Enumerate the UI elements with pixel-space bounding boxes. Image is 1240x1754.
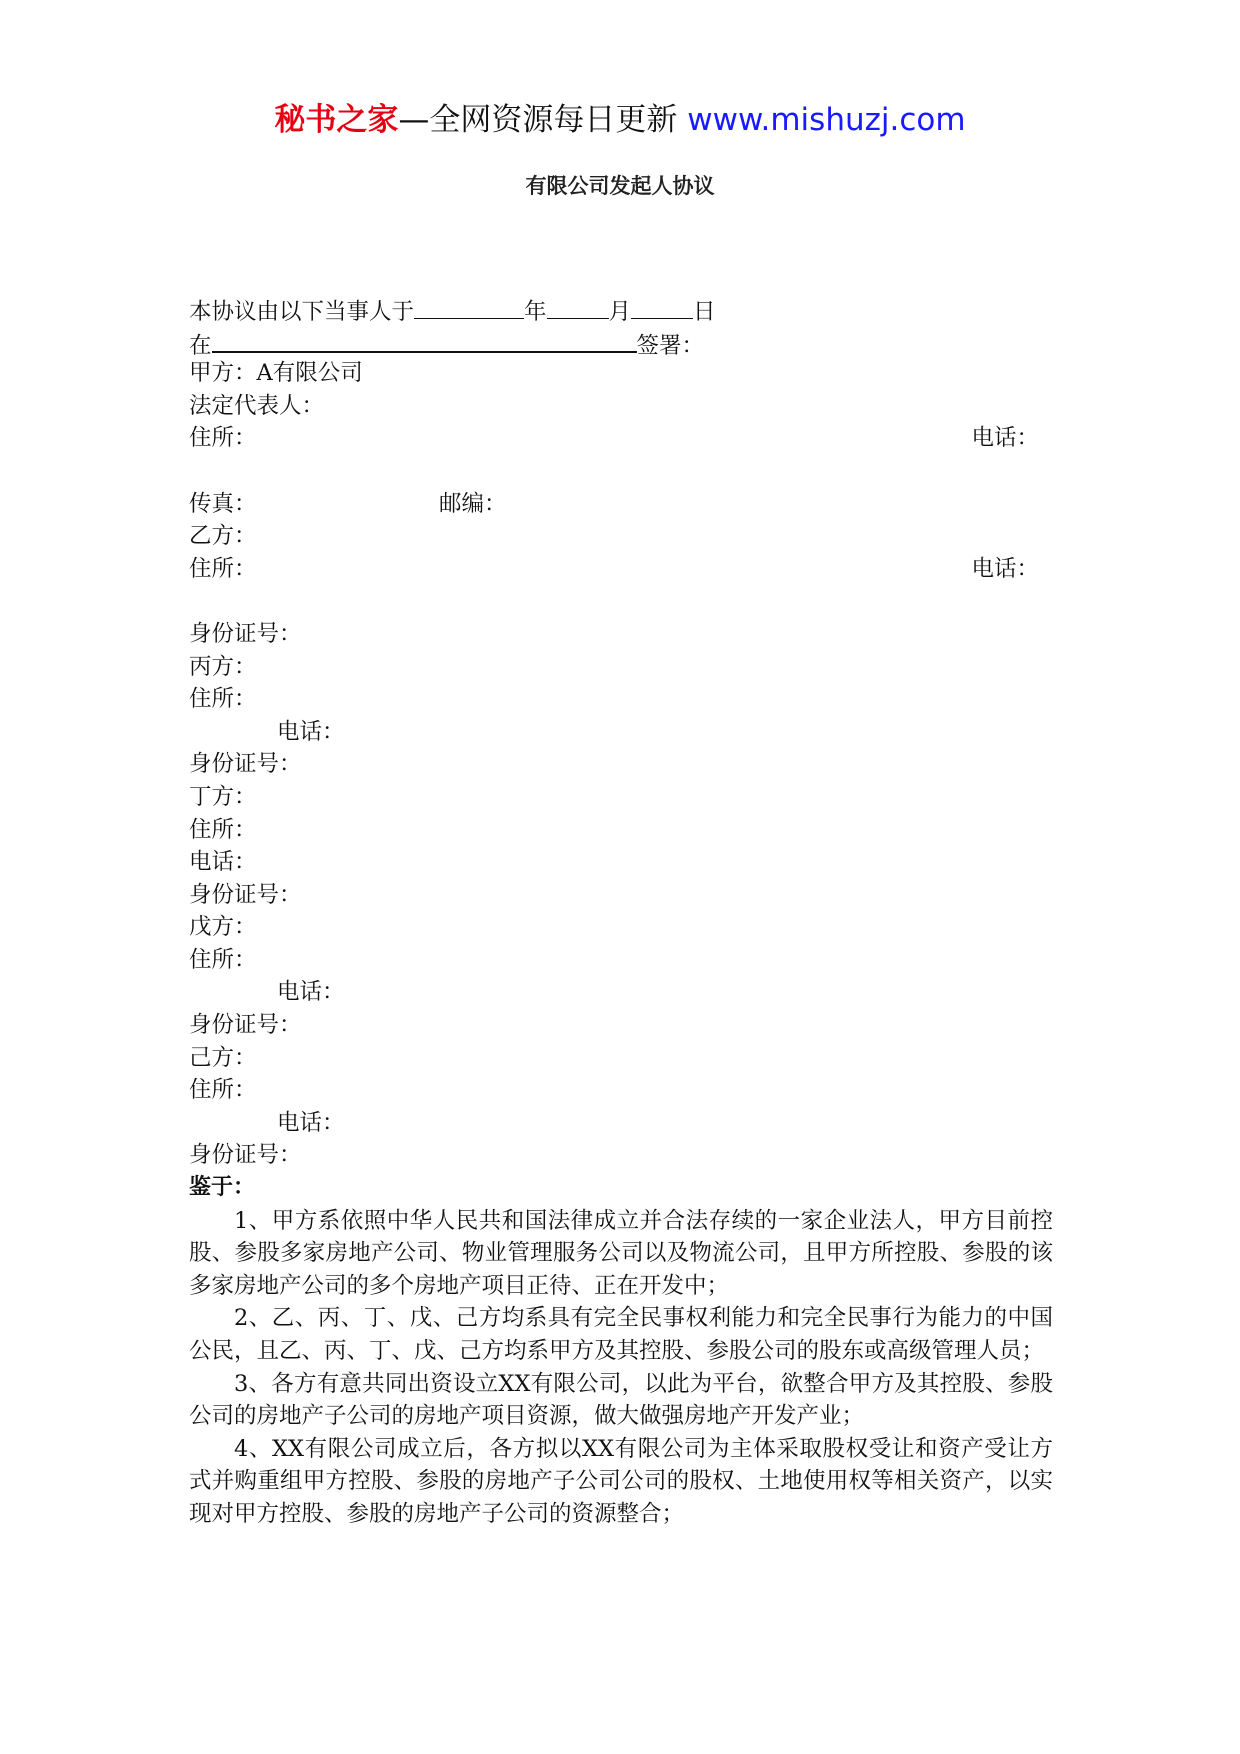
party-a-address: 住所：	[189, 425, 257, 452]
intro-text: 本协议由以下当事人于	[189, 299, 415, 325]
party-f-id: 身份证号：	[189, 1142, 302, 1169]
party-e-id: 身份证号：	[189, 1012, 302, 1039]
day-label: 日	[693, 299, 716, 325]
party-c-phone: 电话：	[277, 718, 345, 745]
spacer	[189, 455, 1053, 488]
party-a-address-row	[189, 422, 1053, 455]
banner-url-link[interactable]: www.mishuzj.com	[687, 102, 966, 138]
party-f-address: 住所：	[189, 1077, 257, 1104]
document-title: 有限公司发起人协议	[525, 174, 715, 198]
party-a-fax-row	[189, 488, 1053, 521]
month-label: 月	[608, 299, 632, 325]
party-c-name: 丙方：	[189, 653, 257, 680]
banner-brand: 秘书之家	[274, 102, 399, 138]
party-d-name: 丁方：	[189, 783, 257, 810]
party-c-id: 身份证号：	[189, 751, 302, 778]
party-b-phone: 电话：	[971, 555, 1039, 582]
place-blank	[212, 325, 637, 353]
whereas-item: 2、乙、丙、丁、戊、己方均系具有完全民事权利能力和完全民事行为能力的中国公民，且乙、丙、丁、戊、己方均系甲方及其控股、参股公司的股东或高级管理人员；	[189, 1305, 1053, 1364]
spacer	[189, 585, 1053, 618]
whereas-item: 1、甲方系依照中华人民共和国法律成立并合法存续的一家企业法人，甲方目前控股、参股多家房地产公司、物业管理服务公司以及物流公司，且甲方所控股、参股的该多家房地产公司的多个房地产项目正待、正在开发中；	[189, 1207, 1053, 1299]
month-blank	[547, 292, 609, 319]
day-blank	[631, 292, 693, 319]
site-banner	[0, 98, 1240, 142]
party-e-phone: 电话：	[277, 979, 345, 1006]
party-a-fax: 传真：	[189, 490, 257, 517]
party-b-address-row	[189, 553, 1053, 586]
party-a-postcode: 邮编：	[439, 490, 507, 517]
party-f-name: 己方：	[189, 1044, 257, 1071]
party-b-name: 乙方：	[189, 523, 257, 550]
year-blank	[414, 292, 524, 319]
at-label: 在	[189, 332, 212, 359]
party-a-rep: 法定代表人：	[189, 392, 325, 419]
whereas-heading: 鉴于：	[189, 1175, 256, 1201]
year-label: 年	[524, 299, 547, 325]
party-b-address: 住所：	[189, 555, 257, 582]
party-d-phone: 电话：	[189, 849, 257, 876]
party-e-name: 戊方：	[189, 914, 257, 941]
document-body	[189, 292, 1053, 1531]
sign-label: 签署：	[636, 332, 705, 359]
intro-line-place	[189, 325, 1053, 358]
party-d-address: 住所：	[189, 816, 257, 843]
whereas-item: 3、各方有意共同出资设立XX有限公司，以此为平台，欲整合甲方及其控股、参股公司的房地产子公司的房地产项目资源，做大做强房地产开发产业；	[189, 1370, 1053, 1430]
whereas-item: 4、XX有限公司成立后，各方拟以XX有限公司为主体采取股权受让和资产受让方式并购重组甲方控股、参股的房地产子公司公司的股权、土地使用权等相关资产，以实现对甲方控股、参股的房地产子公司的资源整合；	[189, 1435, 1053, 1527]
party-a-name: 甲方：A有限公司	[189, 360, 363, 387]
party-f-phone: 电话：	[277, 1109, 345, 1136]
banner-tagline: —全网资源每日更新	[398, 102, 678, 138]
party-d-id: 身份证号：	[189, 881, 302, 908]
intro-line-date	[189, 292, 1053, 325]
party-c-address: 住所：	[189, 686, 257, 713]
party-b-id: 身份证号：	[189, 620, 302, 647]
party-a-phone: 电话：	[971, 425, 1039, 452]
party-e-address: 住所：	[189, 946, 257, 973]
